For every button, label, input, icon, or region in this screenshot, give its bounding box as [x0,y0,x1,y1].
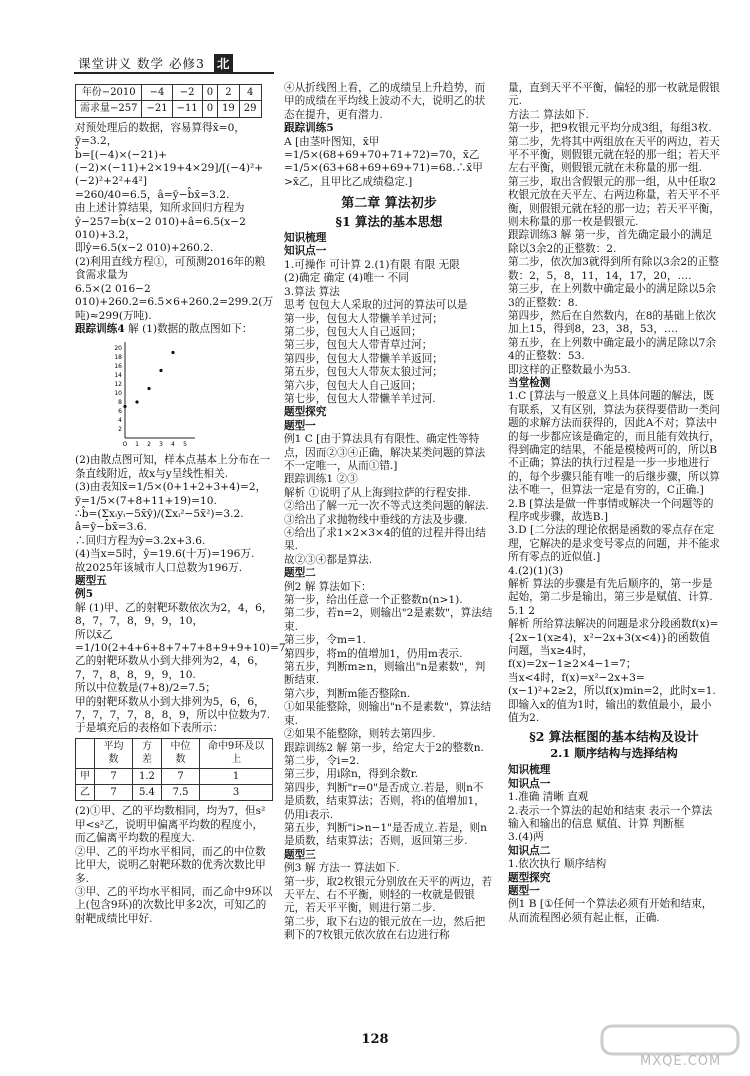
col2-train5 [284,136,494,190]
table-cell: 7 [95,785,133,801]
text-line: (2)由散点图可知，样本点基本上分布在一条直线附近，故x与y呈线性相关. [75,454,271,480]
text-line: (3)由表知x̄=1/5×(0+1+2+3+4)=2， [75,481,267,494]
text-line: 第三步，取出含假银元的那一组，从中任取2枚银元放在天平左、右两边称量，若天平不平衡，则假银元就在轻的那一边；若天平平衡，则未称量的那一枚是假银元. [508,175,720,229]
y-tick-label: 18 [114,354,122,362]
x-tick-label: 4 [171,441,175,449]
text-line: 第五步，判断m≥n，则输出"n是素数"，判断结束. [284,661,486,687]
y-tick-label: 16 [114,363,122,371]
text-line: 当堂检测 [508,376,551,389]
text-line: 题型二 [284,567,316,580]
text-line: ȳ=1/5×(7+8+11+19)=10. [75,494,217,507]
text-line: (2)利用直线方程①，可预测2016年的粮食需求量为 [75,255,266,282]
text-line: 第六步，判断m能否整除n. [284,687,411,700]
text-line: 3.算法 算法 [284,285,340,298]
y-tick-label: 20 [114,345,122,353]
text-line: 2.B [算法是做一件事情或解决一个问题等的程序或步骤，故选B.] [508,497,714,523]
text-line: 例2 解 算法如下： [284,580,372,593]
text-line: ④给出了求1×2×3×4的值的过程并得出结果. [284,527,486,553]
table-cell: 0 [202,101,217,117]
table-cell: −4 [142,85,172,101]
shooting-table [75,738,273,802]
text-line: ③给出了求抛物线中垂线的方法及步骤. [284,513,468,526]
table-cell: 7 [95,768,133,784]
text-line: 第一步，包包大人带懒羊羊过河； [284,312,443,325]
scatter-point [159,369,162,372]
y-tick-label: 10 [114,390,122,398]
text-line: A [由茎叶图知，x̄甲=1/5×(68+69+70+71+72)=70，x̄乙=1/5×(63+68+69+69+71)=68.∴x̄甲>x̄乙，且甲比乙成绩稳定.] [284,135,483,188]
text-line: 3.D [二分法的理论依据是函数的零点存在定理，它解决的是求变号零点的问题，并不能求所有零点的近似值.] [508,524,720,564]
text-line: =260/40=6.5，â=ȳ−b̂x̄=3.2. [75,188,230,201]
text-line: 3.(4)两 [508,831,544,844]
text-line: 第七步，包包大人带懒羊羊过河. [284,392,436,405]
column-3 [508,82,720,925]
col2-intro [284,82,494,122]
table-cell: 2 [218,85,240,101]
scatter-point [147,387,150,390]
text-line: 第四步，判断"r=0"是否成立.若是，则n不是质数，结束算法；否则，将i的值增加1，仍用i表示. [284,781,485,821]
x-tick-label: O [122,441,128,449]
table-cell: 平均数 [95,738,133,768]
text-line: 跟踪训练3 解 第一步，首先确定最小的满足除以3余2的正整数：2. [508,229,713,255]
text-line: ②给出了解一元一次不等式这类问题的解法. [284,500,489,513]
page-number: 128 [361,1032,389,1047]
table-row [76,101,262,117]
text-line: 题型一 [508,884,540,897]
col3-block-1 [508,82,720,377]
text-line: 跟踪训练1 ②③ [284,473,358,486]
text-line: 思考 包包大人采取的过河的算法可以是 [284,299,468,312]
text-line: 第一步，取2枚银元分别放在天平的两边，若天平左、右不平衡，则轻的一枚就是假银元，若天平平衡，则进行第二步. [284,875,493,915]
text-line: ③甲、乙的平均水平相同，而乙命中9环以上(包含9环)的次数比甲多2次，可知乙的射靶成绩比甲好. [75,885,273,925]
text-line: 故2025年该城市人口总数为196万. [75,561,243,574]
text-line: 第一步，给出任意一个正整数n(n>1). [284,594,463,607]
table-row [76,85,262,101]
table-cell: 19 [218,101,240,117]
text-line: 所以中位数是(7+8)/2=7.5； [75,682,216,695]
table-cell: 需求量−257 [76,101,142,117]
text-line: 第三步，在上列数中确定最小的满足除以5余3的正整数：8. [508,283,717,309]
text-line: 方法二 算法如下. [508,108,589,121]
year-demand-table [75,84,262,118]
table-cell: −11 [172,101,202,117]
table-row [76,768,273,784]
section-2-title: §2 算法框图的基本结构及设计 [529,728,699,744]
y-tick-label: 8 [118,399,122,407]
text-line: 第四步，包包大人带懒羊羊返回； [284,352,443,365]
col3-block-2 [508,377,720,726]
text-line: 即这样的正整数最小为53. [508,363,631,376]
watermark-text: MXQE.COM [640,1054,722,1069]
train5-label: 跟踪训练5 [284,122,334,135]
table-cell: −21 [142,101,172,117]
table-cell: 0 [202,85,217,101]
subsection-title: 2.1 顺序结构与选择结构 [550,745,678,760]
table-cell: 乙 [76,785,95,801]
text-line: 2.表示一个算法的起始和结束 表示一个算法输入和输出的信息 赋值、计算 判断框 [508,804,713,830]
table-cell: 5.4 [133,785,162,801]
text-line: 知识点二 [508,844,551,857]
col2-block-1 [284,232,494,406]
text-line: 6.5×(2 016−2 010)+260.2=6.5×6+260.2=299.2(万吨)≈299(万吨). [75,282,274,322]
text-line: ④从折线图上看，乙的成绩呈上升趋势，而甲的成绩在平均线上波动不大，说明乙的状态在提升，更有潜力. [284,82,486,121]
table-cell: 7.5 [161,785,199,801]
col1-block-4 [75,805,273,926]
text-line: 1.准确 清晰 直观 [508,791,589,804]
table-cell: 中位数 [161,738,199,768]
y-tick-label: 6 [118,408,122,416]
y-tick-label: 2 [118,426,122,434]
text-line: 所以x̄乙=1/10(2+4+6+8+7+7+8+9+9+10)=7，乙的射靶环数从小到大排列为2，4，6，7，7，8，8，9，9，10. [75,628,297,681]
table-row [76,738,273,768]
text-line: 1.C [算法与一般意义上具体问题的解法，既有联系，又有区别，算法为获得要借助一类问题的求解方法而获得的，因此A不对；算法中的每一步都应该是确定的，而且能有效执行，得到确定的结果，不能是模棱两可的，所以B不正确；算法的执行过程是一步一步地进行的，每个步骤只能有唯一的后继步骤，所以算法不唯一，但算法一定是有穷的，C正确.] [508,390,720,497]
table-cell: 3 [200,785,273,801]
text-line: 量，直到天平不平衡，偏轻的那一枚就是假银元. [508,82,720,108]
x-tick-label: 3 [159,441,163,449]
text-line: 题型探究 [284,406,327,419]
text-line: ∴b̂=(Σxᵢyᵢ−5x̄ȳ)/(Σxᵢ²−5x̄²)=3.2. [75,507,244,520]
scatter-point [171,351,174,354]
text-line: (2)确定 确定 (4)唯一 不同 [284,272,409,285]
text-line: 知识梳理 [508,764,551,777]
col2-block-2 [284,406,494,942]
text-line: 甲的射靶环数从小到大排列为5，6，6，7，7，7，7，8，8，9，所以中位数为7. [75,695,271,722]
text-line: 例1 C [由于算法具有有限性、确定性等特点，因而②③④正确，解决某类问题的算法不一定唯一，从而①错.] [284,433,486,472]
train4-text: 解 (1)数据的散点图如下： [128,322,253,335]
y-tick-label: 4 [118,417,122,425]
header-tag: 北 [214,54,234,72]
text-line: 5.1 2 [508,604,535,617]
table-cell: 1 [200,768,273,784]
header-rule [74,72,274,74]
table-cell [76,738,95,768]
chapter-title: 第二章 算法初步 [341,196,437,212]
col1-block-1 [75,122,273,323]
text-line: 题型探究 [508,871,551,884]
text-line: b̂=[(−4)×(−21)+(−2)×(−11)+2×19+4×29]/[(−4)²+(−2)²+2²+4²] [75,148,264,188]
text-line: ①如果能整除，则输出"n不是素数"，算法结束. [284,701,492,727]
text-line: 故②③④都是算法. [284,553,373,566]
text-line: 跟踪训练2 解 第一步，给定大于2的整数n. [284,741,484,754]
text-line: 第二步，先将其中两组放在天平的两边，若天平不平衡，则假银元就在轻的那一组；若天平左右平衡，则假银元就在未称量的那一组. [508,135,720,175]
type5-heading: 题型五 [75,574,107,587]
table-cell: 方差 [133,738,162,768]
col1-block-3 [75,601,297,736]
column-2 [284,82,494,943]
text-line: 第四步，将m的值增加1，仍用m表示. [284,647,463,660]
text-line: 知识梳理 [284,232,327,245]
text-line: 例3 解 方法一 算法如下. [284,862,400,875]
text-line: 第三步，令m=1. [284,634,366,647]
text-line: 第二步，若n=2，则输出"2是素数"，算法结束. [284,607,493,633]
text-line: â=ȳ−b̂x̄=3.6. [75,521,147,534]
table-cell: 命中9环及以上 [200,738,273,768]
text-line: 第二步，包包大人自己返回； [284,325,422,338]
text-line: 第三步，包包大人带青草过河； [284,339,433,352]
section-title: §1 算法的基本思想 [335,213,443,229]
text-line: 第二步，令i=2. [284,754,360,767]
text-line: 当x<4时，f(x)=x²−2x+3=(x−1)²+2≥2，所以f(x)min=2，此时x=1.即输入x的值为1时，输出的数值最小，最小值为2. [508,671,716,725]
x-tick-label: 1 [135,441,139,449]
scatter-point [123,405,126,408]
train4-label: 跟踪训练4 [75,322,125,335]
text-line: 第二步，取下右边的银元放在一边，然后把剩下的7枚银元依次放在右边进行称 [284,915,486,942]
text-line: 第一步，把9枚银元平均分成3组，每组3枚. [508,122,712,135]
text-line: 第五步，判断"i>n−1"是否成立.若是，则n是质数，结束算法；否则，返回第三步. [284,821,487,848]
table-row [76,785,273,801]
column-1 [75,82,297,926]
table-cell: 甲 [76,768,95,784]
text-line: 解析 ①说明了从上海到拉萨的行程安排. [284,486,471,499]
header-title: 课堂讲义 数学 必修3 [78,56,205,71]
scatter-point [135,401,138,404]
text-line: 第六步，包包大人自己返回； [284,379,422,392]
text-line: 解 (1)甲、乙的射靶环数依次为2，4，6，8，7，7，8，9，9，10， [75,601,273,628]
page-header [78,54,233,72]
ex5-label: 例5 [75,588,93,601]
text-line: 于是填充后的表格如下表所示： [75,722,224,735]
y-tick-label: 12 [114,381,122,389]
text-line: (4)当x=5时，ŷ=19.6(十万)=196万. [75,548,255,561]
text-line: ②甲、乙的平均水平相同，而乙的中位数比甲大，说明乙射靶环数的优秀次数比甲多. [75,845,266,885]
y-tick-label: 14 [114,372,122,380]
text-line: 即ŷ=6.5(x−2 010)+260.2. [75,242,214,255]
table-cell: −2 [172,85,202,101]
col3-block-3 [508,764,720,925]
text-line: ∴回归方程为ŷ=3.2x+3.6. [75,534,206,547]
text-line: ②如果不能整除，则转去第四步. [284,728,436,741]
table-cell: 年份−2010 [76,85,142,101]
text-line: 知识点一 [508,777,551,790]
col1-block-2 [75,454,273,575]
text-line: 对预处理后的数据，容易算得x̄=0，ȳ=3.2， [75,121,245,148]
text-line: 例1 B [①任何一个算法必须有开始和结束，从而流程图必须有起止框，正确. [508,898,713,924]
scatter-plot [105,338,195,450]
text-line: 1.可操作 可计算 2.(1)有限 有限 无限 [284,258,460,271]
table-cell: 4 [239,85,261,101]
text-line: 第三步，用i除n，得到余数r. [284,768,419,781]
table-cell: 29 [239,101,261,117]
text-line: 第二步，依次加3就得到所有除以3余2的正整数：2，5，8，11，14，17，20，…. [508,256,719,282]
text-line: 题型一 [284,419,316,432]
text-line: 知识点一 [284,245,327,258]
text-line: 第四步，然后在自然数内，在8的基础上依次加上15，得到8，23，38，53，…. [508,309,717,336]
x-tick-label: 5 [183,441,187,449]
text-line: 第五步，包包大人带灰太狼过河； [284,366,443,379]
table-cell: 7 [161,768,199,784]
x-tick-label: 2 [147,441,151,449]
text-line: 由上述计算结果，知所求回归方程为 [75,202,245,215]
text-line: 1.依次执行 顺序结构 [508,858,607,871]
text-line: 解析 所给算法解决的问题是求分段函数f(x)={2x−1(x≥4)，x²−2x+3(x<4)}的函数值问题，当x≥4时，f(x)=2x−1≥2×4−1=7； [508,618,719,671]
text-line: 4.(2)(1)(3) [508,564,564,577]
text-line: 解析 算法的步骤是有先后顺序的，第一步是起始，第二步是输出，第三步是赋值、计算. [508,578,713,604]
text-line: 第五步，在上列数中确定最小的满足除以7余4的正整数：53. [508,336,717,363]
table-cell: 1.2 [133,768,162,784]
text-line: ŷ−257=b̂(x−2 010)+â=6.5(x−2 010)+3.2， [75,215,246,242]
text-line: 题型三 [284,848,316,861]
text-line: (2)①甲、乙的平均数相同，均为7，但s²甲<s²乙，说明甲偏离平均数的程度小，而乙偏离平均数的程度大. [75,805,266,845]
